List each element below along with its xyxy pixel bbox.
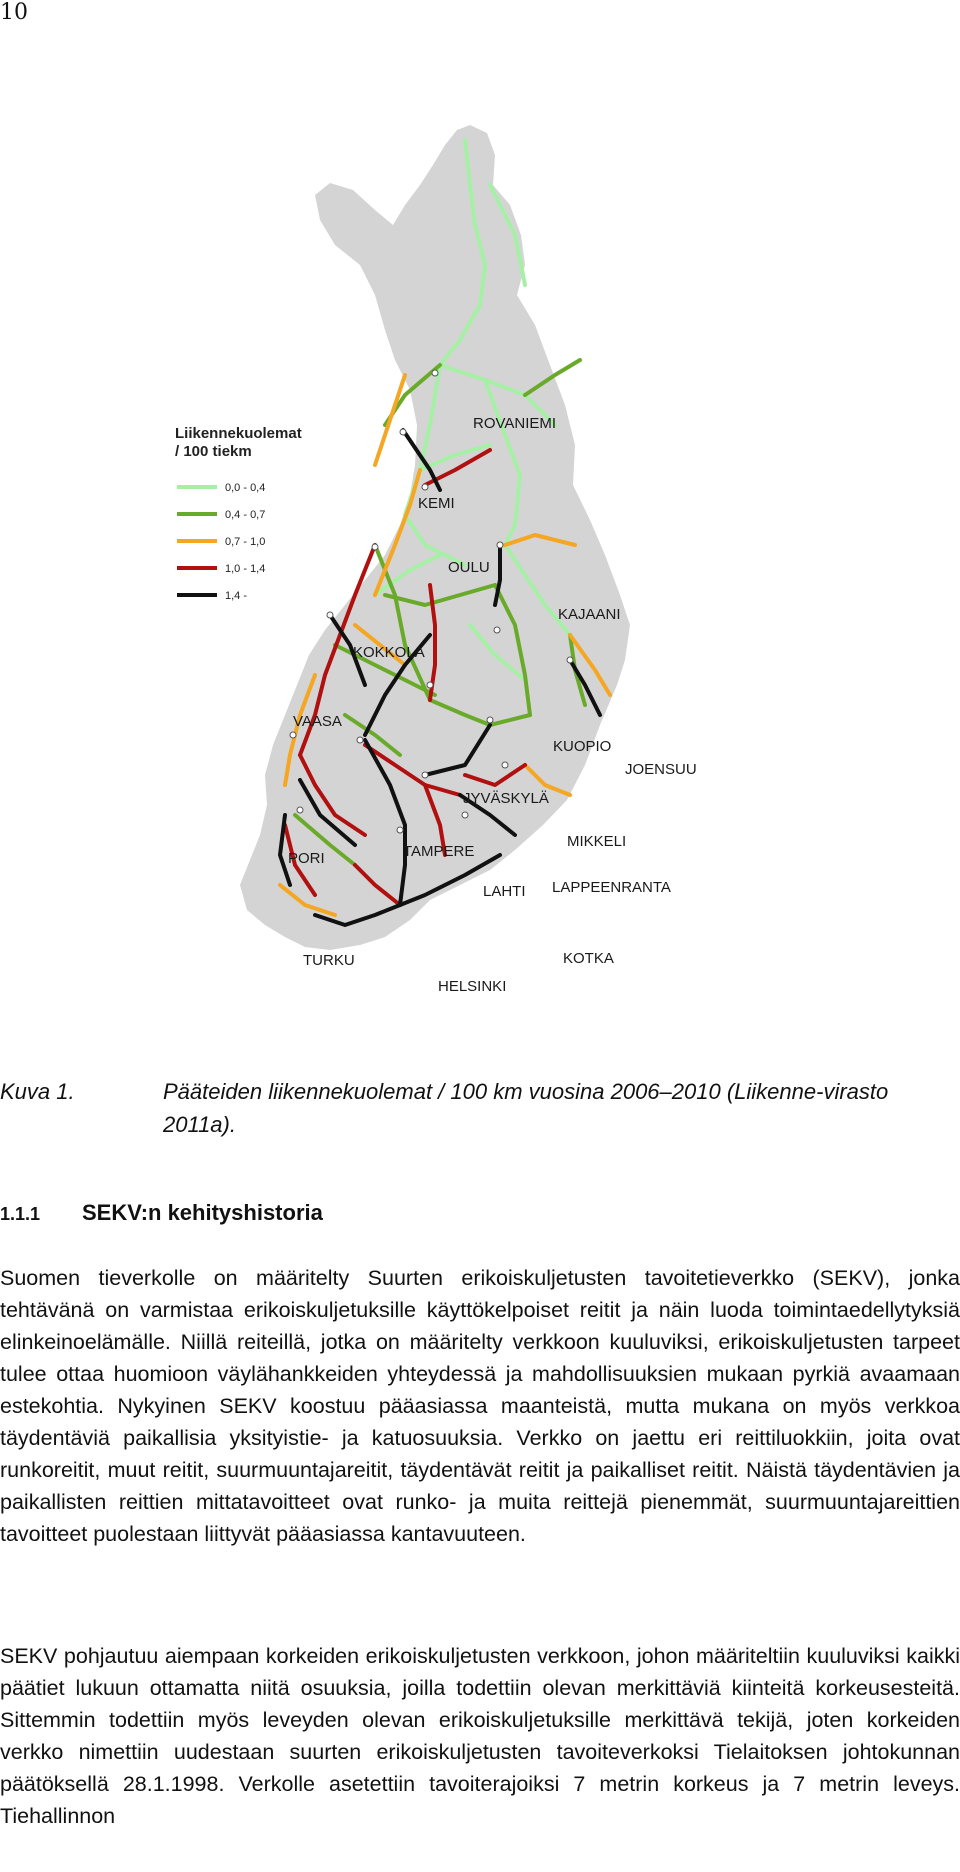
city-dot-rovaniemi xyxy=(432,370,438,376)
legend-label-2: 0,7 - 1,0 xyxy=(225,536,266,548)
city-dot-joensuu xyxy=(567,657,573,663)
city-dot-kokkola xyxy=(372,544,378,550)
caption-text: Pääteiden liikennekuolemat / 100 km vuosina 2006–2010 (Liikenne-virasto 2011a). xyxy=(163,1079,889,1137)
city-label-kajaani: KAJAANI xyxy=(558,606,621,623)
city-dot-tampere xyxy=(357,737,363,743)
map-legend xyxy=(175,425,302,602)
legend-title-line2: / 100 tiekm xyxy=(175,443,252,460)
caption-label: Kuva 1. xyxy=(0,1079,75,1104)
finland-landmass xyxy=(240,125,630,950)
city-label-rovaniemi: ROVANIEMI xyxy=(473,415,557,432)
city-dot-pori xyxy=(290,732,296,738)
city-label-pori: PORI xyxy=(288,850,325,867)
city-label-mikkeli: MIKKELI xyxy=(567,833,627,850)
city-dot-turku xyxy=(297,807,303,813)
city-dot-vaasa xyxy=(327,612,333,618)
city-dot-kemi xyxy=(400,429,406,435)
city-label-oulu: OULU xyxy=(448,559,490,576)
city-label-helsinki: HELSINKI xyxy=(438,978,507,995)
body-paragraph-2: SEKV pohjautuu aiempaan korkeiden erikoiskuljetusten verkkoon, johon määriteltiin kuuluviksi kaikki päätiet lukuun ottamatta niitä osuuksia, joilla todettiin olevan merkittäviä kiinteitä korkeusesteitä. Sittemmin todettiin myös leveyden olevan erikoiskuljetuksille merkittävä tekijä, joten korkeiden verkko nimettiin uudestaan suurten erikoiskuljetusten tavoiteverkoksi Tielaitoksen johtokunnan päätöksellä 28.1.1998. Verkolle asetettiin tavoiterajoiksi 7 metrin korkeus ja 7 metrin leveys. Tiehallinnon xyxy=(0,1644,960,1828)
legend-label-4: 1,4 - xyxy=(225,590,248,602)
city-label-kotka: KOTKA xyxy=(563,950,614,967)
city-dot-jyvaskyla xyxy=(427,682,433,688)
city-dot-lappeenranta xyxy=(502,762,508,768)
section-number: 1.1.1 xyxy=(0,1204,41,1224)
city-label-lahti: LAHTI xyxy=(483,883,526,900)
city-label-kemi: KEMI xyxy=(418,495,455,512)
city-label-turku: TURKU xyxy=(303,952,355,969)
section-heading xyxy=(0,1200,323,1226)
city-dot-helsinki xyxy=(397,827,403,833)
legend-label-0: 0,0 - 0,4 xyxy=(225,482,266,494)
city-label-kokkola: KOKKOLA xyxy=(353,644,425,661)
page-number: 10 xyxy=(0,0,28,25)
city-dot-kotka xyxy=(462,812,468,818)
city-label-vaasa: VAASA xyxy=(293,713,342,730)
city-dot-mikkeli xyxy=(487,717,493,723)
legend-label-3: 1,0 - 1,4 xyxy=(225,563,266,575)
city-dot-kuopio xyxy=(494,627,500,633)
legend-title-line1: Liikennekuolemat xyxy=(175,425,302,442)
city-dot-oulu xyxy=(422,484,428,490)
city-label-kuopio: KUOPIO xyxy=(553,738,612,755)
city-label-joensuu: JOENSUU xyxy=(625,761,697,778)
finland-map-svg xyxy=(175,125,765,1040)
road-fatality-map xyxy=(175,125,765,1040)
section-title: SEKV:n kehityshistoria xyxy=(82,1200,323,1225)
legend-label-1: 0,4 - 0,7 xyxy=(225,509,266,521)
city-dot-lahti xyxy=(422,772,428,778)
city-dot-kajaani xyxy=(497,542,503,548)
city-label-lappeenranta: LAPPEENRANTA xyxy=(552,879,671,896)
body-paragraph-1: Suomen tieverkolle on määritelty Suurten erikoiskuljetusten tavoitetieverkko (SEKV), jonka tehtävänä on varmistaa erikoiskuljetuksille käyttökelpoiset reitit ja näin luoda toimintaedellytyksiä elinkeinoelämälle. Niillä reiteillä, jotka on määritelty verkkoon kuuluviksi, erikoiskuljetusten tarpeet tulee ottaa huomioon väylähankkeiden yhteydessä ja mahdollisuuksien mukaan pyrkiä avaamaan estekohtia. Nykyinen SEKV koostuu pääasiassa maanteistä, mutta mukana on myös verkkoa täydentäviä paikallisia yksityistie- ja katuosuuksia. Verkko on jaettu eri reittiluokkiin, joita ovat runkoreitit, muut reitit, suurmuuntajareitit, täydentävät reitit ja paikalliset reitit. Näistä täydentävien ja paikallisten reittien mittatavoitteet ovat runko- ja muita reittejä pienemmät, suurmuuntajareittien tavoitteet puolestaan liittyvät pääasiassa kantavuuteen. xyxy=(0,1266,960,1546)
city-label-tampere: TAMPERE xyxy=(403,843,475,860)
city-label-jyvaskyla: JYVÄSKYLÄ xyxy=(463,790,549,807)
